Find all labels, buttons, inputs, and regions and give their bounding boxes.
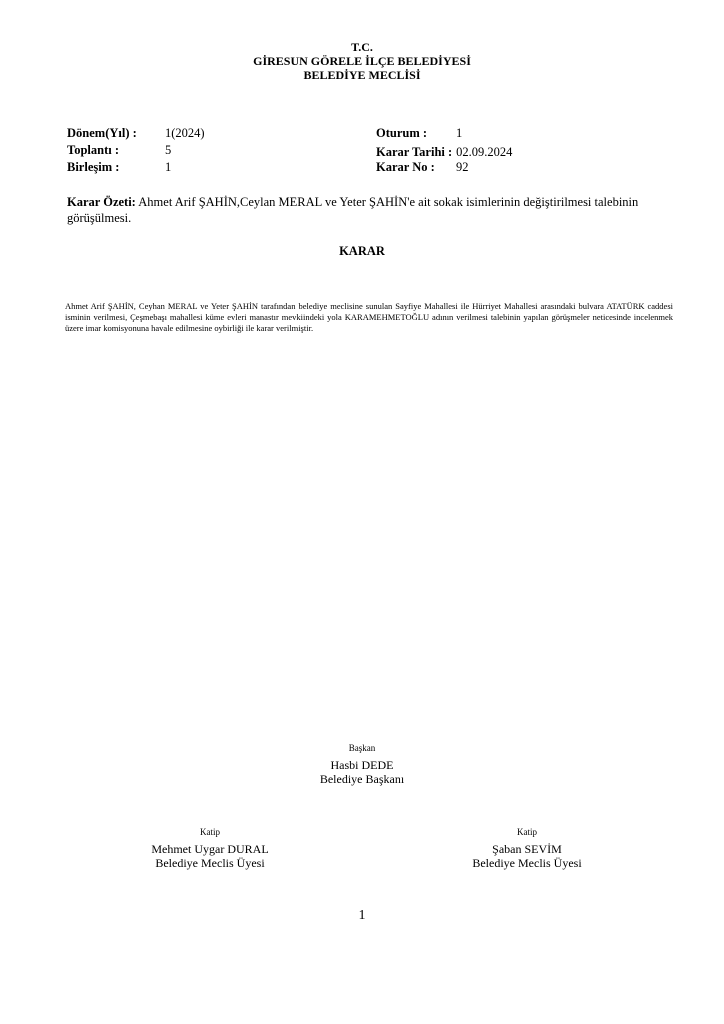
katip-right-title: Belediye Meclis Üyesi [472, 856, 582, 870]
signature-katip-right [427, 826, 627, 870]
signature-katip-left [110, 826, 310, 870]
document-header [0, 40, 724, 82]
summary-text: Ahmet Arif ŞAHİN,Ceylan MERAL ve Yeter ŞAHİN'e ait sokak isimlerinin değiştirilmesi talebinin görüşülmesi. [67, 195, 639, 225]
donem-label: Dönem(Yıl) : [67, 126, 137, 140]
katip-right-name: Şaban SEVİM [492, 842, 562, 856]
karar-tarihi-label: Karar Tarihi : [376, 145, 453, 159]
page-number: 1 [358, 908, 366, 923]
karar-summary [67, 195, 662, 226]
baskan-title: Belediye Başkanı [319, 772, 405, 786]
katip-left-title: Belediye Meclis Üyesi [155, 856, 265, 870]
summary-label: Karar Özeti: [67, 195, 136, 209]
donem-value: 1(2024) [165, 126, 205, 140]
karar-tarihi-row [376, 143, 512, 161]
birlesim-label: Birleşim : [67, 160, 120, 174]
oturum-label: Oturum : [376, 126, 428, 140]
birlesim-value: 1 [165, 160, 172, 174]
karar-no-value: 92 [456, 160, 469, 174]
header-council: BELEDİYE MECLİSİ [303, 68, 421, 82]
decision-body: Ahmet Arif ŞAHİN, Ceyhan MERAL ve Yeter ŞAHİN tarafından belediye meclisine sunulan Sayfiye Mahallesi ile Hürriyet Mahallesi arasındaki bulvara ATATÜRK caddesi isminin verilmesi, Çeşmebaşı mahallesi küme evleri manastır mevkiindeki yola KARAMEHMETOĞLU adının verilmesi talebinin yapılan görüşmeler neticesinde incelenmek üzere imar komisyonuna havale edilmesine oybirliği ile karar verilmiştir. [65, 301, 673, 334]
toplanti-label: Toplantı : [67, 143, 119, 157]
karar-tarihi-value: 02.09.2024 [456, 145, 513, 159]
baskan-name: Hasbi DEDE [330, 758, 394, 772]
katip-left-role: Katip [200, 827, 220, 837]
katip-left-name: Mehmet Uygar DURAL [151, 842, 269, 856]
signature-baskan [262, 742, 462, 786]
header-municipality: GİRESUN GÖRELE İLÇE BELEDİYESİ [253, 54, 471, 68]
oturum-value: 1 [456, 126, 463, 140]
header-tc: T.C. [351, 40, 373, 54]
toplanti-value: 5 [165, 143, 172, 157]
karar-no-label: Karar No : [376, 160, 435, 174]
katip-right-role: Katip [517, 827, 537, 837]
baskan-role: Başkan [348, 743, 376, 753]
karar-title: KARAR [339, 244, 385, 258]
